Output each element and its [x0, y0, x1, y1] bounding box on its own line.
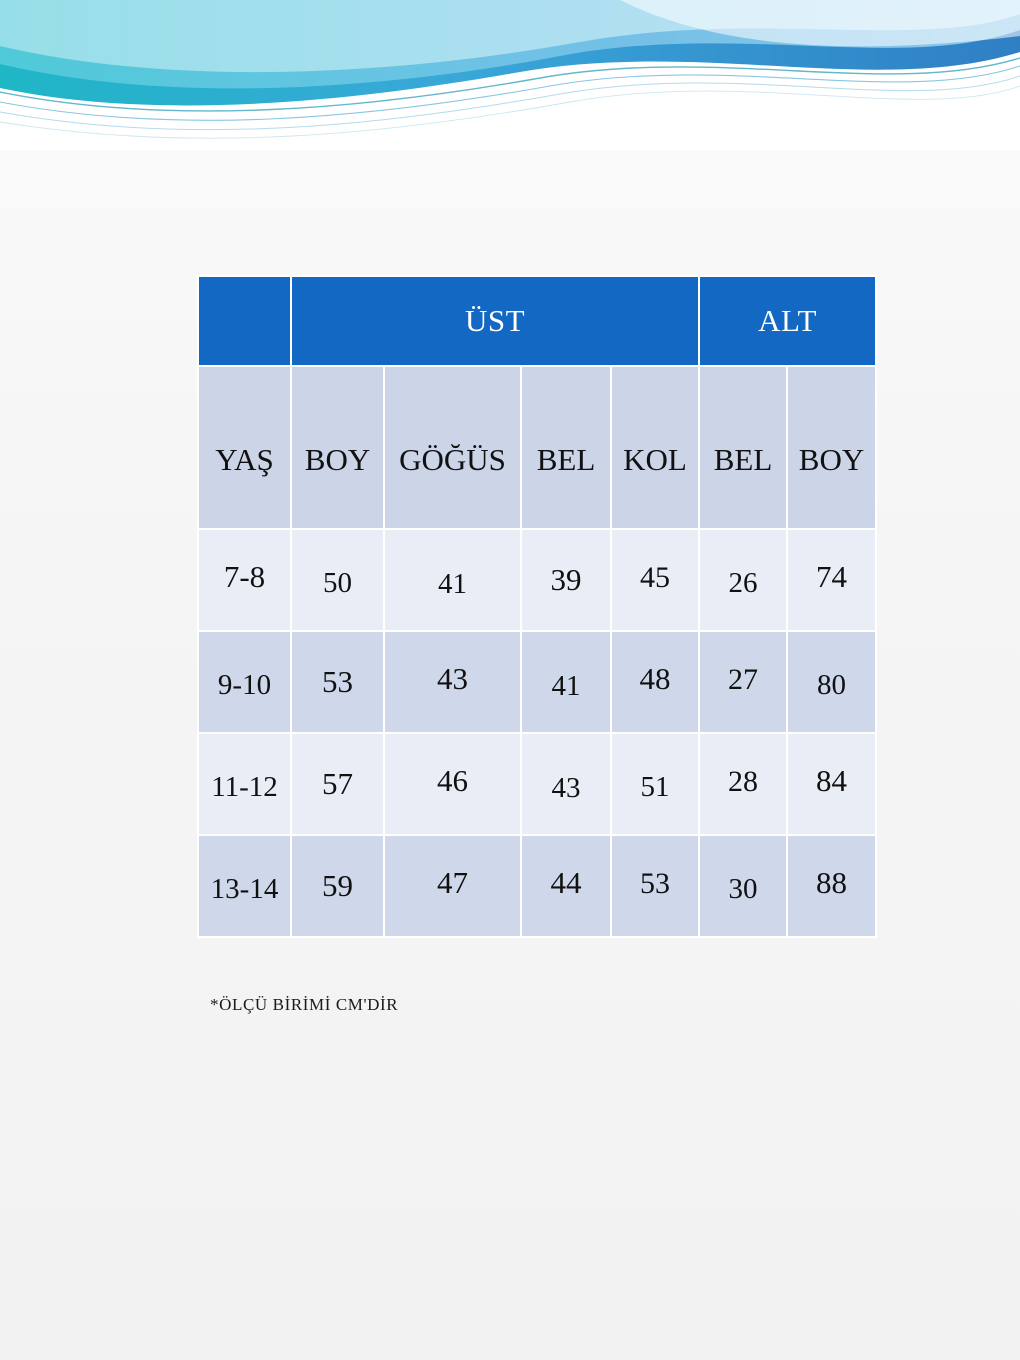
- cell-alt-boy: [787, 631, 876, 733]
- cell-ust-bel: [521, 529, 611, 631]
- cell-value: 27: [728, 663, 759, 696]
- cell-value: 50: [323, 567, 352, 599]
- cell-value: 13-14: [210, 873, 279, 905]
- cell-value: 41: [551, 670, 581, 702]
- column-header-ust-boy: BOY: [291, 366, 384, 529]
- cell-value: 43: [551, 772, 581, 804]
- cell-ust-gogus: [384, 733, 521, 835]
- cell-ust-kol: [611, 631, 699, 733]
- cell-value: 45: [640, 561, 670, 594]
- column-header-ust-kol: KOL: [611, 366, 699, 529]
- group-header-empty: [198, 276, 291, 366]
- column-header-yas: YAŞ: [198, 366, 291, 529]
- cell-alt-bel: [699, 529, 787, 631]
- cell-ust-kol: [611, 529, 699, 631]
- cell-ust-kol: [611, 733, 699, 835]
- cell-alt-bel: [699, 733, 787, 835]
- cell-ust-boy: [291, 631, 384, 733]
- cell-value: 48: [639, 661, 671, 696]
- cell-value: 84: [816, 763, 848, 798]
- column-header-ust-gogus: GÖĞÜS: [384, 366, 521, 529]
- cell-value: 39: [550, 562, 582, 597]
- cell-yas: [198, 631, 291, 733]
- cell-value: 43: [437, 661, 468, 696]
- cell-ust-bel: [521, 631, 611, 733]
- cell-yas: [198, 733, 291, 835]
- cell-value: 88: [816, 865, 848, 900]
- cell-value: 26: [728, 567, 758, 599]
- cell-yas: [198, 529, 291, 631]
- column-header-alt-boy: BOY: [787, 366, 876, 529]
- cell-value: 30: [728, 873, 758, 905]
- cell-value: 53: [640, 867, 670, 900]
- cell-value: 74: [816, 559, 848, 594]
- group-header-ust: ÜST: [291, 276, 699, 366]
- cell-ust-boy: [291, 835, 384, 937]
- cell-ust-kol: [611, 835, 699, 937]
- cell-ust-boy: [291, 529, 384, 631]
- size-chart-table: [197, 275, 877, 938]
- table-row: [198, 529, 876, 631]
- cell-alt-boy: [787, 733, 876, 835]
- cell-ust-gogus: [384, 835, 521, 937]
- cell-ust-gogus: [384, 631, 521, 733]
- cell-value: 11-12: [211, 771, 278, 803]
- cell-alt-boy: [787, 835, 876, 937]
- cell-value: 47: [437, 865, 468, 900]
- cell-ust-bel: [521, 835, 611, 937]
- cell-alt-bel: [699, 835, 787, 937]
- cell-value: 46: [437, 763, 468, 798]
- size-chart-container: [197, 275, 875, 938]
- group-header-row: [198, 276, 876, 366]
- cell-ust-bel: [521, 733, 611, 835]
- column-header-row: [198, 366, 876, 529]
- decorative-wave-banner: [0, 0, 1020, 150]
- cell-yas: [198, 835, 291, 937]
- cell-value: 57: [322, 766, 353, 801]
- cell-value: 9-10: [217, 669, 272, 701]
- cell-value: 80: [817, 669, 847, 701]
- cell-value: 41: [438, 568, 467, 600]
- measurement-unit-note: *ÖLÇÜ BİRİMİ CM'DİR: [210, 995, 399, 1014]
- cell-alt-bel: [699, 631, 787, 733]
- table-row: [198, 835, 876, 937]
- cell-ust-boy: [291, 733, 384, 835]
- table-row: [198, 631, 876, 733]
- cell-ust-gogus: [384, 529, 521, 631]
- cell-value: 7-8: [223, 559, 266, 594]
- cell-value: 53: [322, 664, 353, 699]
- group-header-alt: ALT: [699, 276, 876, 366]
- table-row: [198, 733, 876, 835]
- cell-value: 28: [728, 765, 759, 798]
- cell-alt-boy: [787, 529, 876, 631]
- cell-value: 44: [550, 865, 582, 900]
- column-header-alt-bel: BEL: [699, 366, 787, 529]
- cell-value: 51: [640, 771, 670, 803]
- cell-value: 59: [322, 868, 353, 903]
- column-header-ust-bel: BEL: [521, 366, 611, 529]
